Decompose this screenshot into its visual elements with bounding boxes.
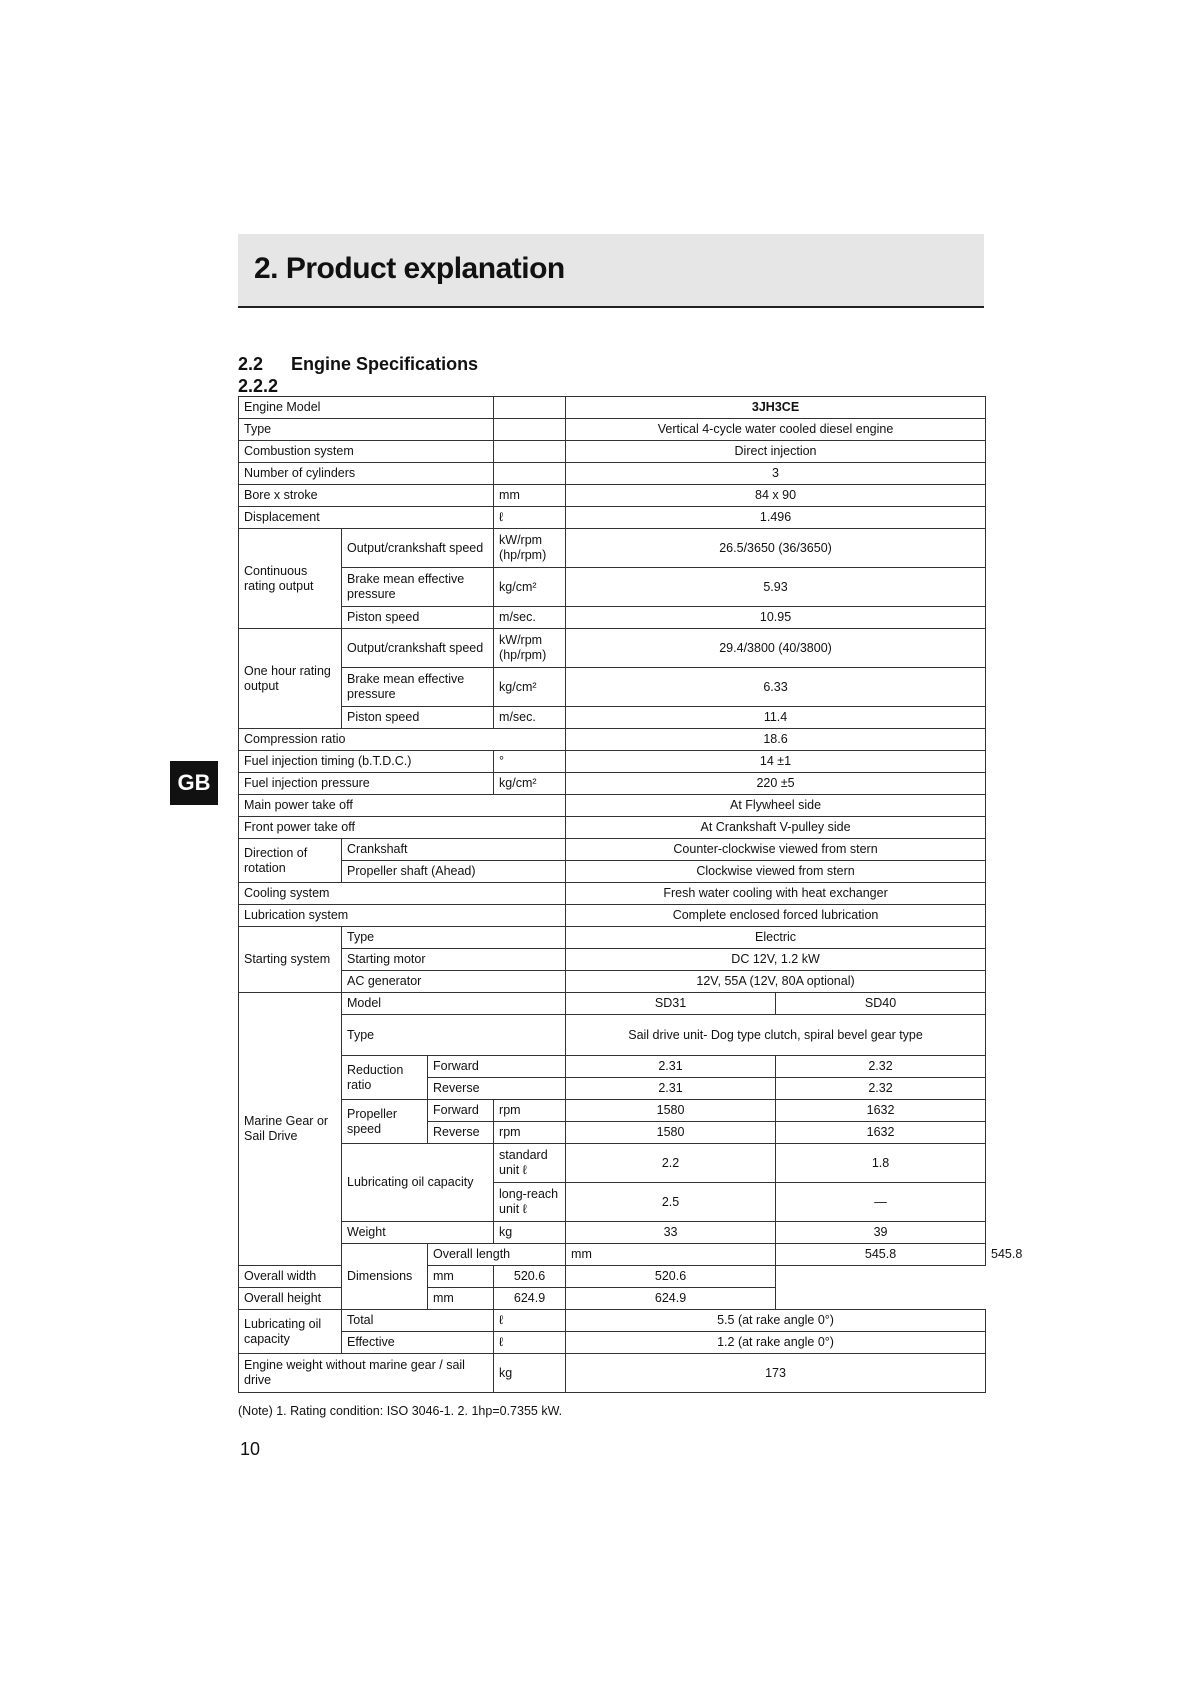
cell-value: 33 xyxy=(566,1222,776,1244)
row-unit: kg/cm² xyxy=(494,668,566,707)
row-value: 5.5 (at rake angle 0°) xyxy=(566,1310,986,1332)
row-label: Crankshaft xyxy=(342,839,566,861)
table-row xyxy=(239,629,986,668)
group-label: Dimensions xyxy=(342,1244,428,1310)
row-label: Effective xyxy=(342,1332,494,1354)
cell-value: 2.31 xyxy=(566,1056,776,1078)
table-row xyxy=(239,1310,986,1332)
row-label: Engine weight without marine gear / sail drive xyxy=(239,1354,494,1393)
model-sd40: SD40 xyxy=(776,993,986,1015)
row-unit: mm xyxy=(428,1288,494,1310)
row-unit: rpm xyxy=(494,1122,566,1144)
group-label: Starting system xyxy=(239,927,342,993)
row-label: AC generator xyxy=(342,971,566,993)
table-row xyxy=(239,993,986,1015)
row-value: Direct injection xyxy=(566,441,986,463)
section-title: Engine Specifications xyxy=(291,354,479,374)
row-unit: m/sec. xyxy=(494,707,566,729)
group-label: Direction of rotation xyxy=(239,839,342,883)
table-row xyxy=(239,1288,986,1310)
chapter-title: 2. Product explanation xyxy=(254,252,565,285)
page-number: 10 xyxy=(240,1439,261,1459)
section-heading xyxy=(238,354,478,375)
row-value: 1.2 (at rake angle 0°) xyxy=(566,1332,986,1354)
table-row xyxy=(239,397,986,419)
table-row xyxy=(239,971,986,993)
table-row: Dimensions Overall length mm 545.8 545.8 xyxy=(239,1244,986,1266)
cell-value: 2.32 xyxy=(776,1056,986,1078)
footnote: (Note) 1. Rating condition: ISO 3046-1. 2. 1hp=0.7355 kW. xyxy=(238,1404,563,1418)
table-row xyxy=(239,1354,986,1393)
row-unit: ℓ xyxy=(494,507,566,529)
model-sd31: SD31 xyxy=(566,993,776,1015)
row-value: 173 xyxy=(566,1354,986,1393)
row-value: At Flywheel side xyxy=(566,795,986,817)
row-unit: rpm xyxy=(494,1100,566,1122)
row-value: 12V, 55A (12V, 80A optional) xyxy=(566,971,986,993)
row-label: Weight xyxy=(342,1222,494,1244)
row-label: Piston speed xyxy=(342,707,494,729)
row-value: 3 xyxy=(566,463,986,485)
row-unit: ℓ xyxy=(494,1332,566,1354)
row-label: Brake mean effective pressure xyxy=(342,568,494,607)
table-row xyxy=(239,1015,986,1056)
row-unit: m/sec. xyxy=(494,607,566,629)
row-value: Electric xyxy=(566,927,986,949)
row-label: Total xyxy=(342,1310,494,1332)
row-label: Combustion system xyxy=(239,441,494,463)
cell-value: 624.9 xyxy=(566,1288,776,1310)
row-unit: kW/rpm (hp/rpm) xyxy=(494,529,566,568)
row-value: 18.6 xyxy=(566,729,986,751)
row-value: 26.5/3650 (36/3650) xyxy=(566,529,986,568)
table-row xyxy=(239,1144,986,1183)
row-value: Fresh water cooling with heat exchanger xyxy=(566,883,986,905)
cell-value: 2.2 xyxy=(566,1144,776,1183)
cell-value: 520.6 xyxy=(566,1266,776,1288)
table-row xyxy=(239,927,986,949)
row-label: Overall height xyxy=(239,1288,428,1310)
table-row xyxy=(239,568,986,607)
subsection-number: 2.2.2 xyxy=(238,376,279,396)
group-label: Lubricating oil capacity xyxy=(239,1310,342,1354)
table-row xyxy=(239,668,986,707)
cell-value: 1580 xyxy=(566,1122,776,1144)
engine-model-value: 3JH3CE xyxy=(566,397,986,419)
table-row xyxy=(239,485,986,507)
row-label: Lubrication system xyxy=(239,905,566,927)
row-value: Sail drive unit- Dog type clutch, spiral bevel gear type xyxy=(566,1015,986,1056)
cell-value: 2.5 xyxy=(566,1183,776,1222)
row-label: Model xyxy=(342,993,566,1015)
row-label: Overall width xyxy=(239,1266,428,1288)
table-row xyxy=(239,839,986,861)
table-row xyxy=(239,463,986,485)
table-row xyxy=(239,729,986,751)
table-row xyxy=(239,707,986,729)
row-label: Front power take off xyxy=(239,817,566,839)
table-row xyxy=(239,883,986,905)
row-label: Displacement xyxy=(239,507,494,529)
row-unit: kg/cm² xyxy=(494,568,566,607)
row-value: 14 ±1 xyxy=(566,751,986,773)
reverse-label: Reverse xyxy=(428,1078,566,1100)
row-value: 1.496 xyxy=(566,507,986,529)
row-unit: kW/rpm (hp/rpm) xyxy=(494,629,566,668)
table-row xyxy=(239,1332,986,1354)
table-row xyxy=(239,861,986,883)
row-value: Clockwise viewed from stern xyxy=(566,861,986,883)
cell-value: 1632 xyxy=(776,1100,986,1122)
cell-value: 545.8 xyxy=(776,1244,986,1266)
table-row xyxy=(239,607,986,629)
row-value: 220 ±5 xyxy=(566,773,986,795)
row-unit: kg xyxy=(494,1222,566,1244)
row-unit: mm xyxy=(566,1244,776,1266)
row-value: 6.33 xyxy=(566,668,986,707)
cell-value: 2.32 xyxy=(776,1078,986,1100)
row-label: Reduction ratio xyxy=(342,1056,428,1100)
row-label: Starting motor xyxy=(342,949,566,971)
row-unit: mm xyxy=(428,1266,494,1288)
table-row xyxy=(239,1222,986,1244)
table-row xyxy=(239,1056,986,1078)
table-row xyxy=(239,529,986,568)
table-row xyxy=(239,441,986,463)
chapter-banner xyxy=(238,234,984,308)
row-unit: long-reach unit ℓ xyxy=(494,1183,566,1222)
row-value: 84 x 90 xyxy=(566,485,986,507)
row-label: Main power take off xyxy=(239,795,566,817)
row-value: 5.93 xyxy=(566,568,986,607)
row-label: Output/crankshaft speed xyxy=(342,529,494,568)
row-value: Counter-clockwise viewed from stern xyxy=(566,839,986,861)
cell-value: 520.6 xyxy=(494,1266,566,1288)
group-label: Marine Gear or Sail Drive xyxy=(239,993,342,1266)
row-label: Engine Model xyxy=(239,397,494,419)
row-unit: ℓ xyxy=(494,1310,566,1332)
row-unit: standard unit ℓ xyxy=(494,1144,566,1183)
cell-value: 1580 xyxy=(566,1100,776,1122)
row-value: DC 12V, 1.2 kW xyxy=(566,949,986,971)
row-label: Output/crankshaft speed xyxy=(342,629,494,668)
table-row xyxy=(239,419,986,441)
row-label: Propeller speed xyxy=(342,1100,428,1144)
table-row xyxy=(239,817,986,839)
table-row xyxy=(239,949,986,971)
row-unit: ° xyxy=(494,751,566,773)
engine-spec-table xyxy=(238,396,1023,1393)
section-number: 2.2 xyxy=(238,354,264,374)
language-tab: GB xyxy=(170,761,218,805)
table-row xyxy=(239,773,986,795)
forward-label: Forward xyxy=(428,1056,566,1078)
cell-value: 39 xyxy=(776,1222,986,1244)
row-label: Fuel injection timing (b.T.D.C.) xyxy=(239,751,494,773)
reverse-label: Reverse xyxy=(428,1122,494,1144)
row-label: Compression ratio xyxy=(239,729,566,751)
table-row xyxy=(239,795,986,817)
row-unit: mm xyxy=(494,485,566,507)
table-row xyxy=(239,507,986,529)
table-row xyxy=(239,905,986,927)
cell-value: 624.9 xyxy=(494,1288,566,1310)
cell-value: — xyxy=(776,1183,986,1222)
row-label: Brake mean effective pressure xyxy=(342,668,494,707)
row-value: 29.4/3800 (40/3800) xyxy=(566,629,986,668)
cell-value: 2.31 xyxy=(566,1078,776,1100)
row-value: Vertical 4-cycle water cooled diesel engine xyxy=(566,419,986,441)
cell-value: 1.8 xyxy=(776,1144,986,1183)
row-label: Lubricating oil capacity xyxy=(342,1144,494,1222)
row-label: Piston speed xyxy=(342,607,494,629)
row-label: Fuel injection pressure xyxy=(239,773,494,795)
row-value: 11.4 xyxy=(566,707,986,729)
row-label: Propeller shaft (Ahead) xyxy=(342,861,566,883)
group-label: One hour rating output xyxy=(239,629,342,729)
row-value: At Crankshaft V-pulley side xyxy=(566,817,986,839)
row-label: Cooling system xyxy=(239,883,566,905)
group-label: Continuous rating output xyxy=(239,529,342,629)
row-value: 10.95 xyxy=(566,607,986,629)
table-row xyxy=(239,1100,986,1122)
row-value: Complete enclosed forced lubrication xyxy=(566,905,986,927)
row-label: Number of cylinders xyxy=(239,463,494,485)
row-label: Type xyxy=(342,927,566,949)
row-label: Overall length xyxy=(428,1244,566,1266)
row-unit: kg xyxy=(494,1354,566,1393)
row-label: Bore x stroke xyxy=(239,485,494,507)
row-label: Type xyxy=(239,419,494,441)
cell-value: 1632 xyxy=(776,1122,986,1144)
row-label: Type xyxy=(342,1015,566,1056)
table-row xyxy=(239,751,986,773)
row-unit: kg/cm² xyxy=(494,773,566,795)
forward-label: Forward xyxy=(428,1100,494,1122)
